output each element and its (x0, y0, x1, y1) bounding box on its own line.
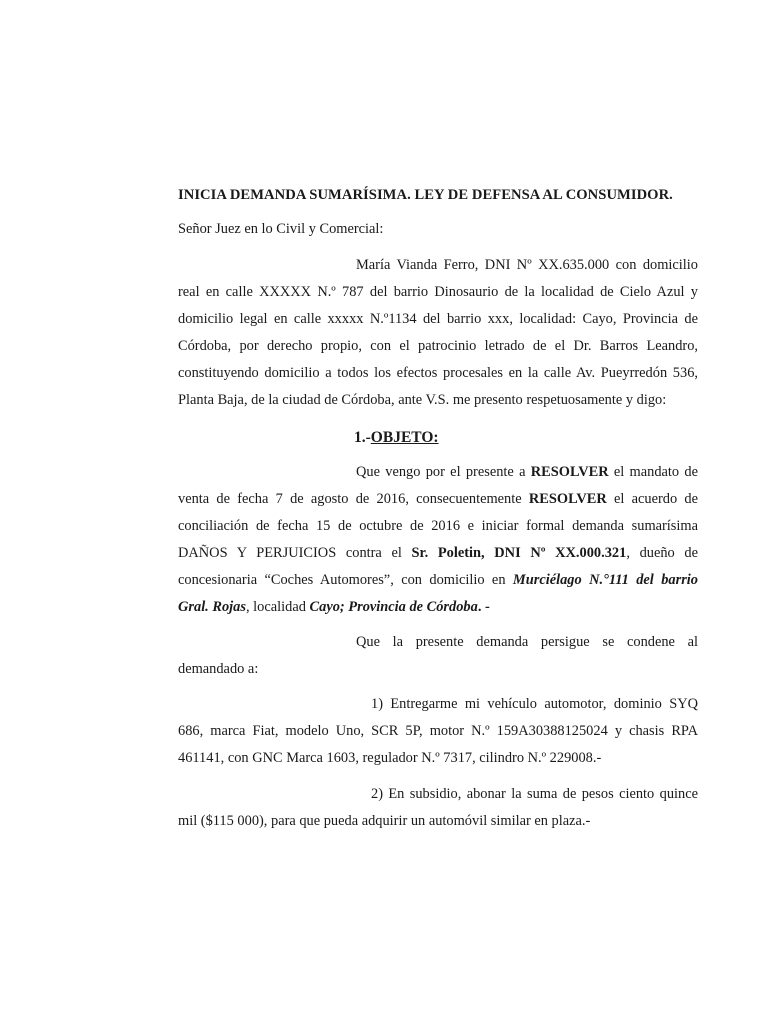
list-item: 1) Entregarme mi vehículo automotor, dominio SYQ 686, marca Fiat, modelo Uno, SCR 5P, motor N.º 159A30388125024 y chasis RPA 461141, con GNC Marca 1603, regulador N.º 7317, cilindro N.º 229008.- (178, 696, 698, 766)
objeto-paragraph (178, 459, 698, 621)
objeto-text-2: el mandato de venta de fecha 7 de agosto de 2016, consecuentemente (178, 464, 698, 507)
objeto-end-mark: . - (477, 599, 490, 615)
document-title: INICIA DEMANDA SUMARÍSIMA. LEY DE DEFENSA AL CONSUMIDOR. (178, 187, 673, 203)
list-item: 2) En subsidio, abonar la suma de pesos ciento quince mil ($115 000), para que pueda adquirir un automóvil similar en plaza.- (178, 786, 698, 829)
objeto-bold-resolver-1: RESOLVER (530, 464, 609, 480)
objeto-locality: Cayo; Provincia de Córdoba (309, 599, 478, 615)
document-page (178, 182, 698, 835)
objeto-text-1: Que vengo por el presente a (356, 464, 531, 480)
objeto-defendant: Sr. Poletin, DNI Nº XX.000.321 (411, 545, 627, 561)
intro-paragraph: María Vianda Ferro, DNI Nº XX.635.000 con domicilio real en calle XXXXX N.º 787 del barrio Dinosaurio de la localidad de Cielo Azul y domicilio legal en calle xxxxx N.º1134 del barrio xxx, localidad: Cayo, Provincia de Córdoba, por derecho propio, con el patrocinio letrado de el Dr. Barros Leandro, constituyendo domicilio a todos los efectos procesales en la calle Av. Pueyrredón 536, Planta Baja, de la ciudad de Córdoba, ante V.S. me presento respetuosamente y digo: (178, 257, 698, 408)
objeto-text-5: , localidad (245, 599, 310, 615)
section-number: 1.- (354, 429, 371, 446)
objeto-text-3: el acuerdo de conciliación de fecha 15 de octubre de 2016 e iniciar formal demanda sumarísima DAÑOS Y PERJUICIOS contra el (178, 491, 698, 561)
objeto-text-4: , dueño de concesionaria “Coches Automores”, con domicilio en (178, 545, 698, 588)
objeto-bold-resolver-2: RESOLVER (528, 491, 607, 507)
section-title: OBJETO: (370, 429, 439, 446)
persigue-paragraph: Que la presente demanda persigue se condene al demandado a: (178, 634, 698, 677)
section-heading-objeto (354, 424, 698, 451)
objeto-address: Murciélago N.°111 del barrio Gral. Rojas (178, 572, 698, 615)
greeting: Señor Juez en lo Civil y Comercial: (178, 221, 384, 237)
